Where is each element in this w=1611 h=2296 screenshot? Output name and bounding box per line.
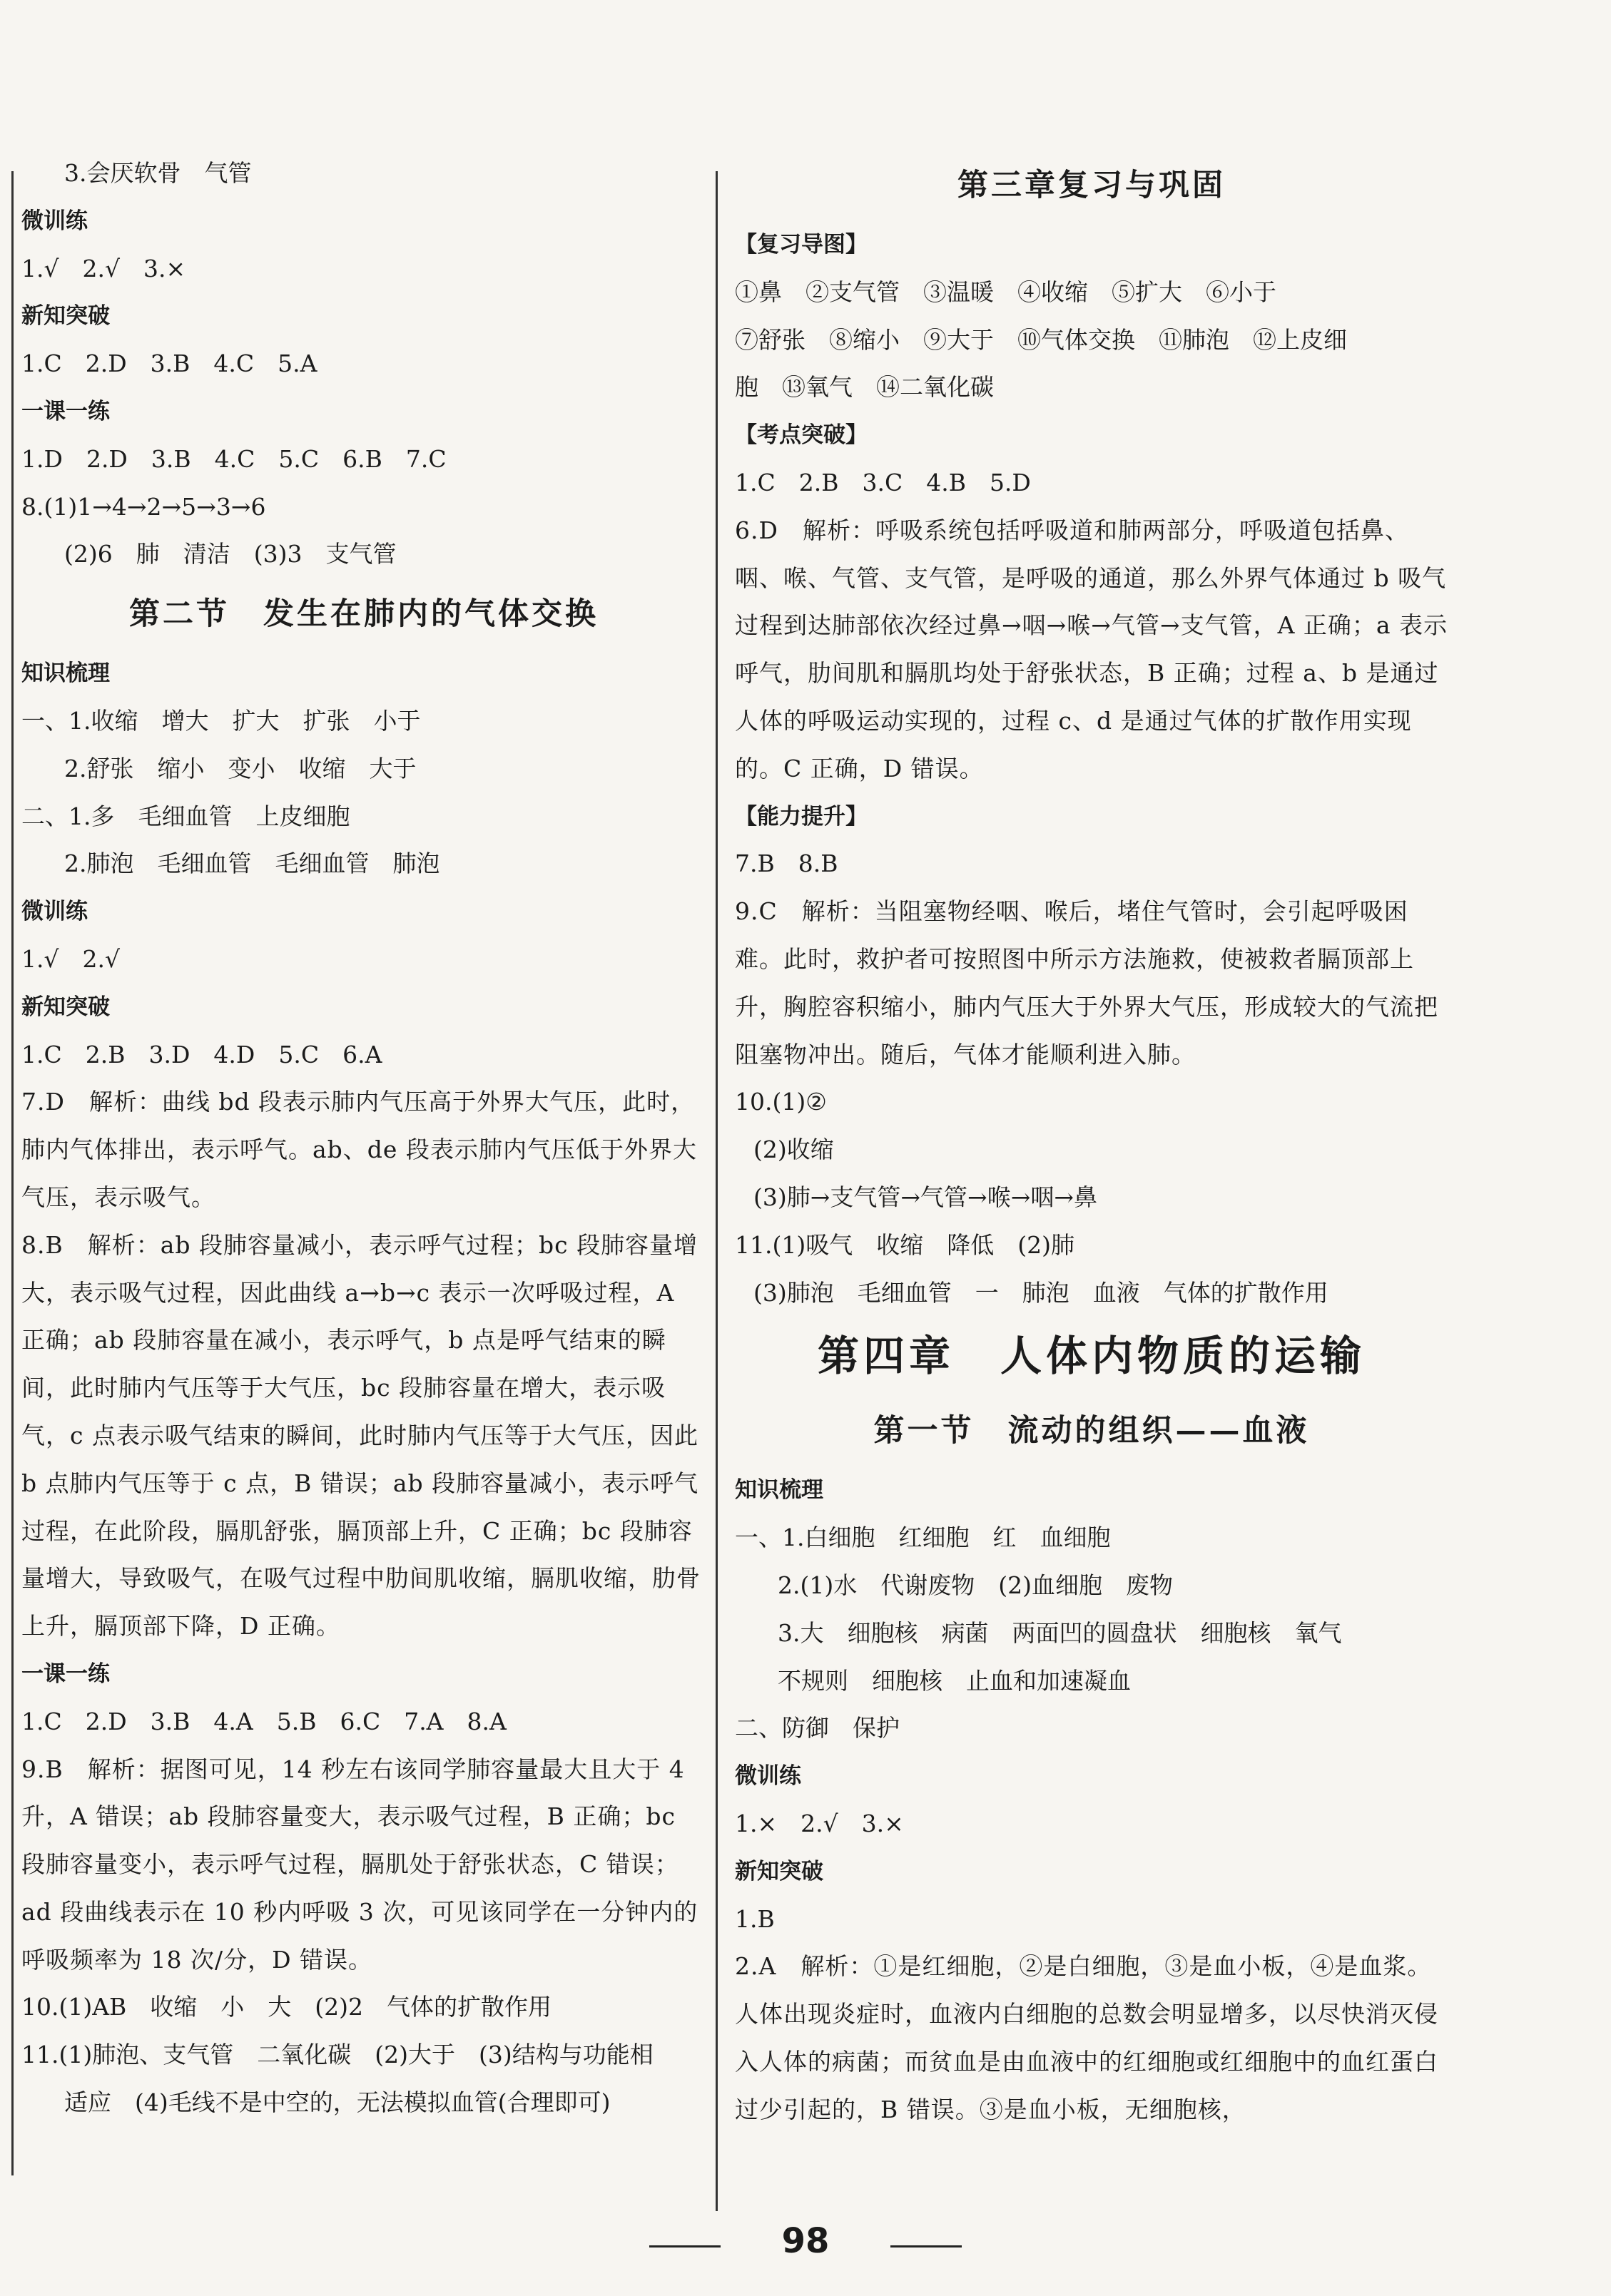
page-number: 98 [781,2221,830,2261]
answer-line: 一、1.收缩 增大 扩大 扩张 小于 [21,706,421,735]
section-label: 一课一练 [21,1660,110,1687]
answer-line: (2)收缩 [753,1136,834,1164]
column-divider [716,171,718,2211]
answer-line: 1.√ 2.√ [21,944,121,973]
left-column [21,150,706,2127]
answer-line: 1.× 2.√ 3.× [735,1809,904,1837]
section-title: 第三章复习与巩固 [957,168,1226,203]
answer-line: 胞 ⑬氧气 ⑭二氧化碳 [735,373,994,402]
answer-line: 3.会厌软骨 气管 [64,159,252,187]
answer-line: (2)6 肺 清洁 (3)3 支气管 [64,540,397,568]
answer-line: 一、1.白细胞 红细胞 红 血细胞 [735,1524,1111,1552]
explanation-paragraph: 7.D 解析：曲线 bd 段表示肺内气压高于外界大气压，此时，肺内气体排出，表示呼气。ab、de 段表示肺内气压低于外界大气压，表示吸气。 [21,1088,697,1211]
answer-line: 11.(1)吸气 收缩 降低 (2)肺 [735,1230,1074,1259]
answer-line: ①鼻 ②支气管 ③温暖 ④收缩 ⑤扩大 ⑥小于 [735,277,1276,306]
explanation-paragraph: 6.D 解析：呼吸系统包括呼吸道和肺两部分，呼吸道包括鼻、咽、喉、气管、支气管，是呼吸的通道，那么外界气体通过 b 吸气过程到达肺部依次经过鼻→咽→喉→气管→支气管，A 正确；a 表示呼气，肋间肌和膈肌均处于舒张状态，B 正确；过程 a、b 是通过人体的呼吸运动实现的，过程 c、d 是通过气体的扩散作用实现的。C 正确，D 错误。 [735,516,1448,782]
section-label: 知识梳理 [735,1477,823,1504]
section-title: 第一节 流动的组织——血液 [873,1413,1310,1449]
bracket-heading: 【能力提升】 [735,803,868,830]
section-label: 新知突破 [21,994,110,1020]
section-title: 第二节 发生在肺内的气体交换 [129,596,599,633]
answer-line: 二、1.多 毛细血管 上皮细胞 [21,802,350,830]
page-footer [0,2218,1611,2268]
answer-line: 10.(1)② [735,1088,827,1116]
footer-dash-right [890,2245,962,2247]
answer-line: 二、防御 保护 [735,1714,900,1743]
answer-line: 2.肺泡 毛细血管 毛细血管 肺泡 [64,849,440,878]
answer-line: 7.B 8.B [735,849,838,878]
explanation-paragraph: 2.A 解析：①是红细胞，②是白细胞，③是血小板，④是血浆。人体出现炎症时，血液内白细胞的总数会明显增多，以尽快消灭侵入人体的病菌；而贫血是由血液中的红细胞或红细胞中的血红蛋白过少引起的，B 错误。③是血小板，无细胞核， [735,1952,1438,2123]
answer-line: 1.C 2.B 3.C 4.B 5.D [735,468,1031,496]
section-label: 知识梳理 [21,660,110,687]
explanation-paragraph: 9.C 解析：当阻塞物经咽、喉后，堵住气管时，会引起呼吸困难。此时，救护者可按照图中所示方法施救，使被救者膈顶部上升，胸腔容积缩小，肺内气压大于外界大气压，形成较大的气流把阻塞物冲出。随后，气体才能顺利进入肺。 [735,897,1438,1068]
section-label: 微训练 [21,208,88,234]
bracket-heading: 【考点突破】 [735,422,868,449]
explanation-paragraph: 8.B 解析：ab 段肺容量减小，表示呼气过程；bc 段肺容量增大，表示吸气过程，因此曲线 a→b→c 表示一次呼吸过程，A 正确；ab 段肺容量在减小，表示呼气，b 点是呼气结束的瞬间，此时肺内气压等于大气压，bc 段肺容量在增大，表示吸气，c 点表示吸气结束的瞬间，此时肺内气压等于大气压，因此 b 点肺内气压等于 c 点，B 错误；ab 段肺容量减小，表示呼气过程，在此阶段，膈肌舒张，膈顶部上升，C 正确；bc 段肺容量增大，导致吸气，在吸气过程中肋间肌收缩，膈肌收缩，肋骨上升，膈顶部下降，D 正确。 [21,1230,701,1641]
answer-line: 不规则 细胞核 止血和加速凝血 [778,1666,1131,1695]
section-label: 一课一练 [21,398,110,424]
chapter-title: 第四章 人体内物质的运输 [817,1332,1366,1381]
answer-line: 2.舒张 缩小 变小 收缩 大于 [64,754,417,782]
right-column [735,150,1448,2133]
answer-line: (3)肺泡 毛细血管 一 肺泡 血液 气体的扩散作用 [753,1278,1328,1307]
answer-line: 1.D 2.D 3.B 4.C 5.C 6.B 7.C [21,444,447,473]
answer-line: 适应 (4)毛线不是中空的，无法模拟血管(合理即可) [64,2088,611,2117]
answer-line: 2.(1)水 代谢废物 (2)血细胞 废物 [778,1571,1173,1599]
answer-line: 1.C 2.D 3.B 4.A 5.B 6.C 7.A 8.A [21,1707,507,1735]
section-label: 新知突破 [735,1858,823,1884]
bracket-heading: 【复习导图】 [735,232,868,257]
answer-line: 11.(1)肺泡、支气管 二氧化碳 (2)大于 (3)结构与功能相 [21,2041,654,2069]
answer-line: 1.B [735,1904,775,1933]
left-margin-rule [11,171,14,2175]
answer-line: 1.C 2.B 3.D 4.D 5.C 6.A [21,1040,382,1068]
answer-line: (3)肺→支气管→气管→喉→咽→鼻 [753,1183,1097,1211]
answer-line: 8.(1)1→4→2→5→3→6 [21,492,266,521]
answer-line: 1.√ 2.√ 3.× [21,254,186,282]
explanation-paragraph: 9.B 解析：据图可见，14 秒左右该同学肺容量最大且大于 4 升，A 错误；ab 段肺容量变大，表示吸气过程，B 正确；bc 段肺容量变小，表示呼气过程，膈肌处于舒张状态，C 错误；ad 段曲线表示在 10 秒内呼吸 3 次，可见该同学在一分钟内的呼吸频率为 18 次/分，D 错误。 [21,1755,698,1974]
answer-line: 3.大 细胞核 病菌 两面凹的圆盘状 细胞核 氧气 [778,1618,1342,1647]
answer-line: ⑦舒张 ⑧缩小 ⑨大于 ⑩气体交换 ⑪肺泡 ⑫上皮细 [735,325,1347,354]
answer-line: 10.(1)AB 收缩 小 大 (2)2 气体的扩散作用 [21,1993,552,2021]
section-label: 新知突破 [21,303,110,330]
section-label: 微训练 [735,1763,801,1790]
answer-line: 1.C 2.D 3.B 4.C 5.A [21,349,317,378]
section-label: 微训练 [21,899,88,925]
